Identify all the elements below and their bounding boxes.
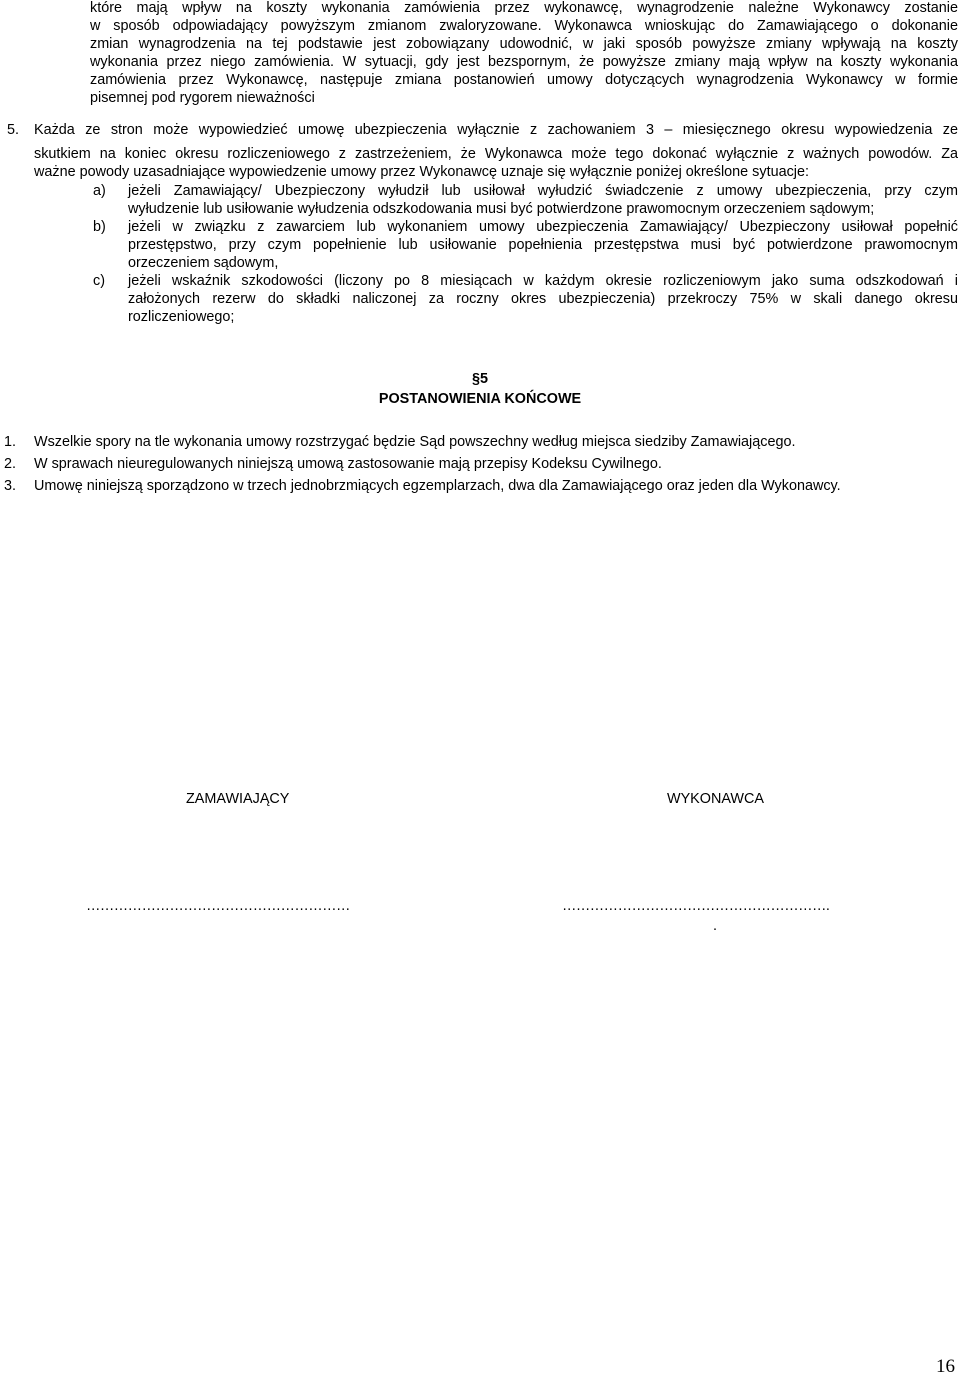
paragraph-line: w sposób odpowiadający powyższym zmianom zwaloryzowane. Wykonawca wnioskując do Zamawiającego o dokonanie bbox=[90, 18, 958, 34]
page-number: 16 bbox=[936, 1356, 955, 1377]
point-5-text bbox=[34, 121, 958, 139]
sub-item-a-text bbox=[128, 182, 958, 218]
top-paragraph bbox=[90, 0, 958, 107]
final-item-text: W sprawach nieuregulowanych niniejszą umową zastosowanie mają przepisy Kodeksu Cywilnego. bbox=[34, 456, 662, 472]
point-5-number: 5. bbox=[7, 122, 20, 138]
point-5-text-cont bbox=[34, 145, 958, 163]
signature-line-right-end: . bbox=[713, 918, 717, 934]
sub-item-line: jeżeli w związku z zawarciem lub wykonaniem umowy ubezpieczenia Zamawiający/ Ubezpieczony usiłował popełnić bbox=[128, 219, 958, 235]
signature-line-right: …………………………………………………. bbox=[562, 898, 830, 914]
point-5-text-cont bbox=[34, 163, 958, 181]
paragraph-line: wykonania przez niego zamówienia. W sytuacji, gdy jest bezspornym, że powyższe zmiany mają wpływ na koszty wykonania bbox=[90, 54, 958, 70]
sub-item-a-label: a) bbox=[93, 183, 106, 199]
signature-label-wykonawca: WYKONAWCA bbox=[667, 791, 765, 807]
point-5-line: Każda ze stron może wypowiedzieć umowę ubezpieczenia wyłącznie z zachowaniem 3 – miesięcznego okresu wypowiedzenia ze bbox=[34, 122, 958, 138]
paragraph-line: zamówienia przez Wykonawcę, następuje zmiana postanowień umowy dotyczących wynagrodzenia Wykonawcy w formie bbox=[90, 72, 958, 88]
sub-item-line: jeżeli wskaźnik szkodowości (liczony po 8 miesiącach w każdym okresie rozliczeniowym jako suma odszkodowań i bbox=[128, 273, 958, 289]
sub-item-b-text bbox=[128, 218, 958, 272]
paragraph-line: zmian wynagrodzenia na tej podstawie jest zobowiązany udowodnić, w jaki sposób powyższe zmiany wpływają na koszty bbox=[90, 36, 958, 52]
sub-item-line: rozliczeniowego; bbox=[128, 309, 235, 325]
sub-item-c-text bbox=[128, 272, 958, 326]
point-5-line: ważne powody uzasadniające wypowiedzenie umowy przez Wykonawcę uznaje się wyłącznie poniżej określone sytuacje: bbox=[34, 164, 809, 180]
final-item-text: Umowę niniejszą sporządzono w trzech jednobrzmiących egzemplarzach, dwa dla Zamawiającego oraz jeden dla Wykonawcy. bbox=[34, 478, 841, 494]
final-item-number: 2. bbox=[4, 456, 17, 472]
section-title: POSTANOWIENIA KOŃCOWE bbox=[378, 391, 582, 407]
signature-line-left: ………………………………………………… bbox=[86, 898, 350, 914]
sub-item-c-label: c) bbox=[93, 273, 105, 289]
signature-label-zamawiajacy: ZAMAWIAJĄCY bbox=[186, 791, 290, 807]
sub-item-line: przestępstwo, przy czym popełnienie lub usiłowanie popełnienia przestępstwa musi być potwierdzone prawomocnym bbox=[128, 237, 958, 253]
final-item-number: 3. bbox=[4, 478, 17, 494]
paragraph-line: które mają wpływ na koszty wykonania zamówienia przez wykonawcę, wynagrodzenie należne Wykonawcy zostanie bbox=[90, 0, 958, 16]
sub-item-b-label: b) bbox=[93, 219, 106, 235]
sub-item-line: założonych rezerw do składki naliczonej za roczny okres ubezpieczenia) przekroczy 75% w skali danego okresu bbox=[128, 291, 958, 307]
sub-item-line: wyłudzenie lub usiłowanie wyłudzenia odszkodowania musi być potwierdzone prawomocnym orzeczeniem sądowym; bbox=[128, 201, 875, 217]
final-item-number: 1. bbox=[4, 434, 17, 450]
paragraph-line: pisemnej pod rygorem nieważności bbox=[90, 90, 315, 106]
point-5-line: skutkiem na koniec okresu rozliczeniowego z zastrzeżeniem, że Wykonawca może tego dokonać wyłącznie z ważnych powodów. Za bbox=[34, 146, 958, 162]
sub-item-line: orzeczeniem sądowym, bbox=[128, 255, 279, 271]
section-number: §5 bbox=[471, 371, 488, 387]
sub-item-line: jeżeli Zamawiający/ Ubezpieczony wyłudził lub usiłował wyłudzić świadczenie z umowy ubezpieczenia, przy czym bbox=[128, 183, 958, 199]
final-item-text: Wszelkie spory na tle wykonania umowy rozstrzygać będzie Sąd powszechny według miejsca siedziby Zamawiającego. bbox=[34, 434, 796, 450]
